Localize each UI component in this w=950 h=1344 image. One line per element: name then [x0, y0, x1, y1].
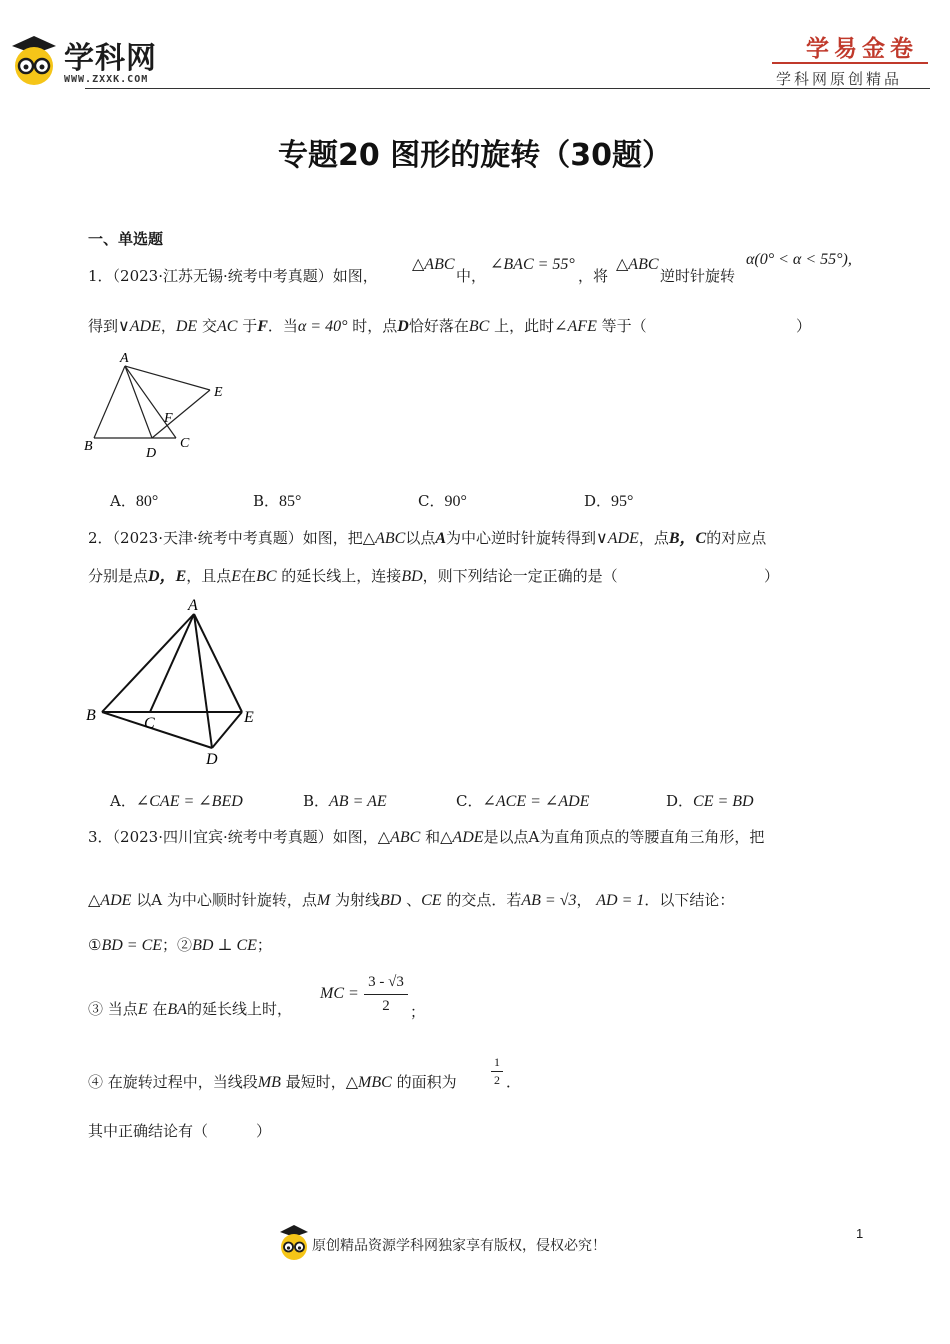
question-number: 3． — [88, 828, 113, 846]
page-number: 1 — [856, 1226, 864, 1241]
q2-line-1: 2．（2023·天津·统考中考真题）如图，把△ABC以点A为中心逆时针旋转得到∨ADE，点B，C的对应点 — [88, 529, 767, 547]
question-number: 2． — [88, 529, 113, 547]
mascot-logo-icon — [8, 28, 60, 88]
q3-ask: 其中正确结论有（ — [88, 1122, 209, 1140]
footer-copyright: 原创精品资源学科网独家享有版权，侵权必究！ — [312, 1238, 606, 1254]
header-rule — [85, 88, 930, 89]
q3-conclusion-4: ④ 在旋转过程中，当线段MB 最短时，△MBC 的面积为 — [88, 1073, 457, 1091]
math-expr: △ABC — [412, 256, 455, 273]
math-expr: α(0° < α < 55°), — [746, 251, 852, 268]
fig-label-C: C — [180, 436, 190, 451]
fig-label-B: B — [86, 707, 96, 724]
q3-conclusion-1-2: ①BD = CE；②BD ⊥ CE； — [88, 936, 272, 954]
fig-label-D: D — [206, 751, 218, 768]
fig-label-B: B — [84, 439, 93, 454]
q3-conclusion-3: ③ 当点E 在BA的延长线上时， — [88, 1000, 292, 1018]
brand-title: 学易金卷 — [806, 35, 918, 62]
brand-subtitle: 学科网原创精品 — [776, 70, 903, 88]
fig-label-A: A — [188, 597, 198, 614]
option-b[interactable]: B．85° — [253, 492, 302, 510]
mascot-footer-icon — [277, 1220, 311, 1262]
option-d[interactable]: D．95° — [584, 492, 634, 510]
q1-line-1: 1．（2023·江苏无锡·统考中考真题）如图， — [88, 267, 378, 285]
q3-line-1: 3．（2023·四川宜宾·统考中考真题）如图，△ABC 和△ADE是以点A为直角顶点的等腰直角三角形，把 — [88, 828, 765, 846]
fraction-denominator: 2 — [382, 998, 390, 1014]
option-a[interactable]: A．∠CAE = ∠BED — [110, 792, 243, 810]
fraction-bar — [491, 1071, 503, 1072]
math-expr: MC = — [320, 985, 359, 1002]
fig-label-C: C — [144, 715, 155, 732]
fraction-numerator: 3 - √3 — [368, 974, 404, 990]
fraction-denominator: 2 — [494, 1073, 500, 1087]
page-title: 专题20 图形的旋转（30题） — [278, 138, 672, 173]
math-expr: △ABC — [616, 256, 659, 273]
option-c[interactable]: C．∠ACE = ∠ADE — [456, 792, 590, 810]
q3-line-2: △ADE 以A 为中心顺时针旋转，点M 为射线BD 、CE 的交点．若AB = √3， AD = 1．以下结论： — [88, 891, 735, 909]
question-source: （2023·四川宜宾·统考中考真题） — [112, 828, 333, 846]
fig-label-A: A — [120, 351, 129, 366]
fig-label-E: E — [244, 709, 254, 726]
fig-label-E: E — [214, 385, 223, 400]
q2-figure — [80, 594, 270, 770]
question-source: （2023·江苏无锡·统考中考真题） — [112, 267, 333, 285]
q1-line-2: 得到∨ADE，DE 交AC 于F．当α = 40° 时，点D恰好落在BC 上，此时∠AFE 等于（ — [88, 317, 647, 335]
option-b[interactable]: B．AB = AE — [303, 792, 387, 810]
logo-text: 学科网 — [64, 41, 157, 76]
option-a[interactable]: A．80° — [110, 492, 159, 510]
fig-label-D: D — [146, 446, 157, 461]
option-d[interactable]: D．CE = BD — [666, 792, 754, 810]
fraction-numerator: 1 — [494, 1055, 500, 1069]
brand-divider — [772, 62, 928, 64]
section-heading: 一、单选题 — [88, 230, 164, 248]
question-number: 1． — [88, 267, 113, 285]
q1-figure — [80, 346, 240, 466]
option-c[interactable]: C．90° — [418, 492, 467, 510]
math-expr: ∠BAC = 55° — [490, 256, 575, 273]
fraction-bar — [364, 994, 408, 995]
fig-label-F: F — [164, 411, 173, 426]
logo-url: WWW.ZXXK.COM — [64, 74, 149, 85]
q2-line-2: 分别是点D，E，且点E在BC 的延长线上，连接BD，则下列结论一定正确的是（ — [88, 567, 618, 585]
question-source: （2023·天津·统考中考真题） — [112, 529, 303, 547]
